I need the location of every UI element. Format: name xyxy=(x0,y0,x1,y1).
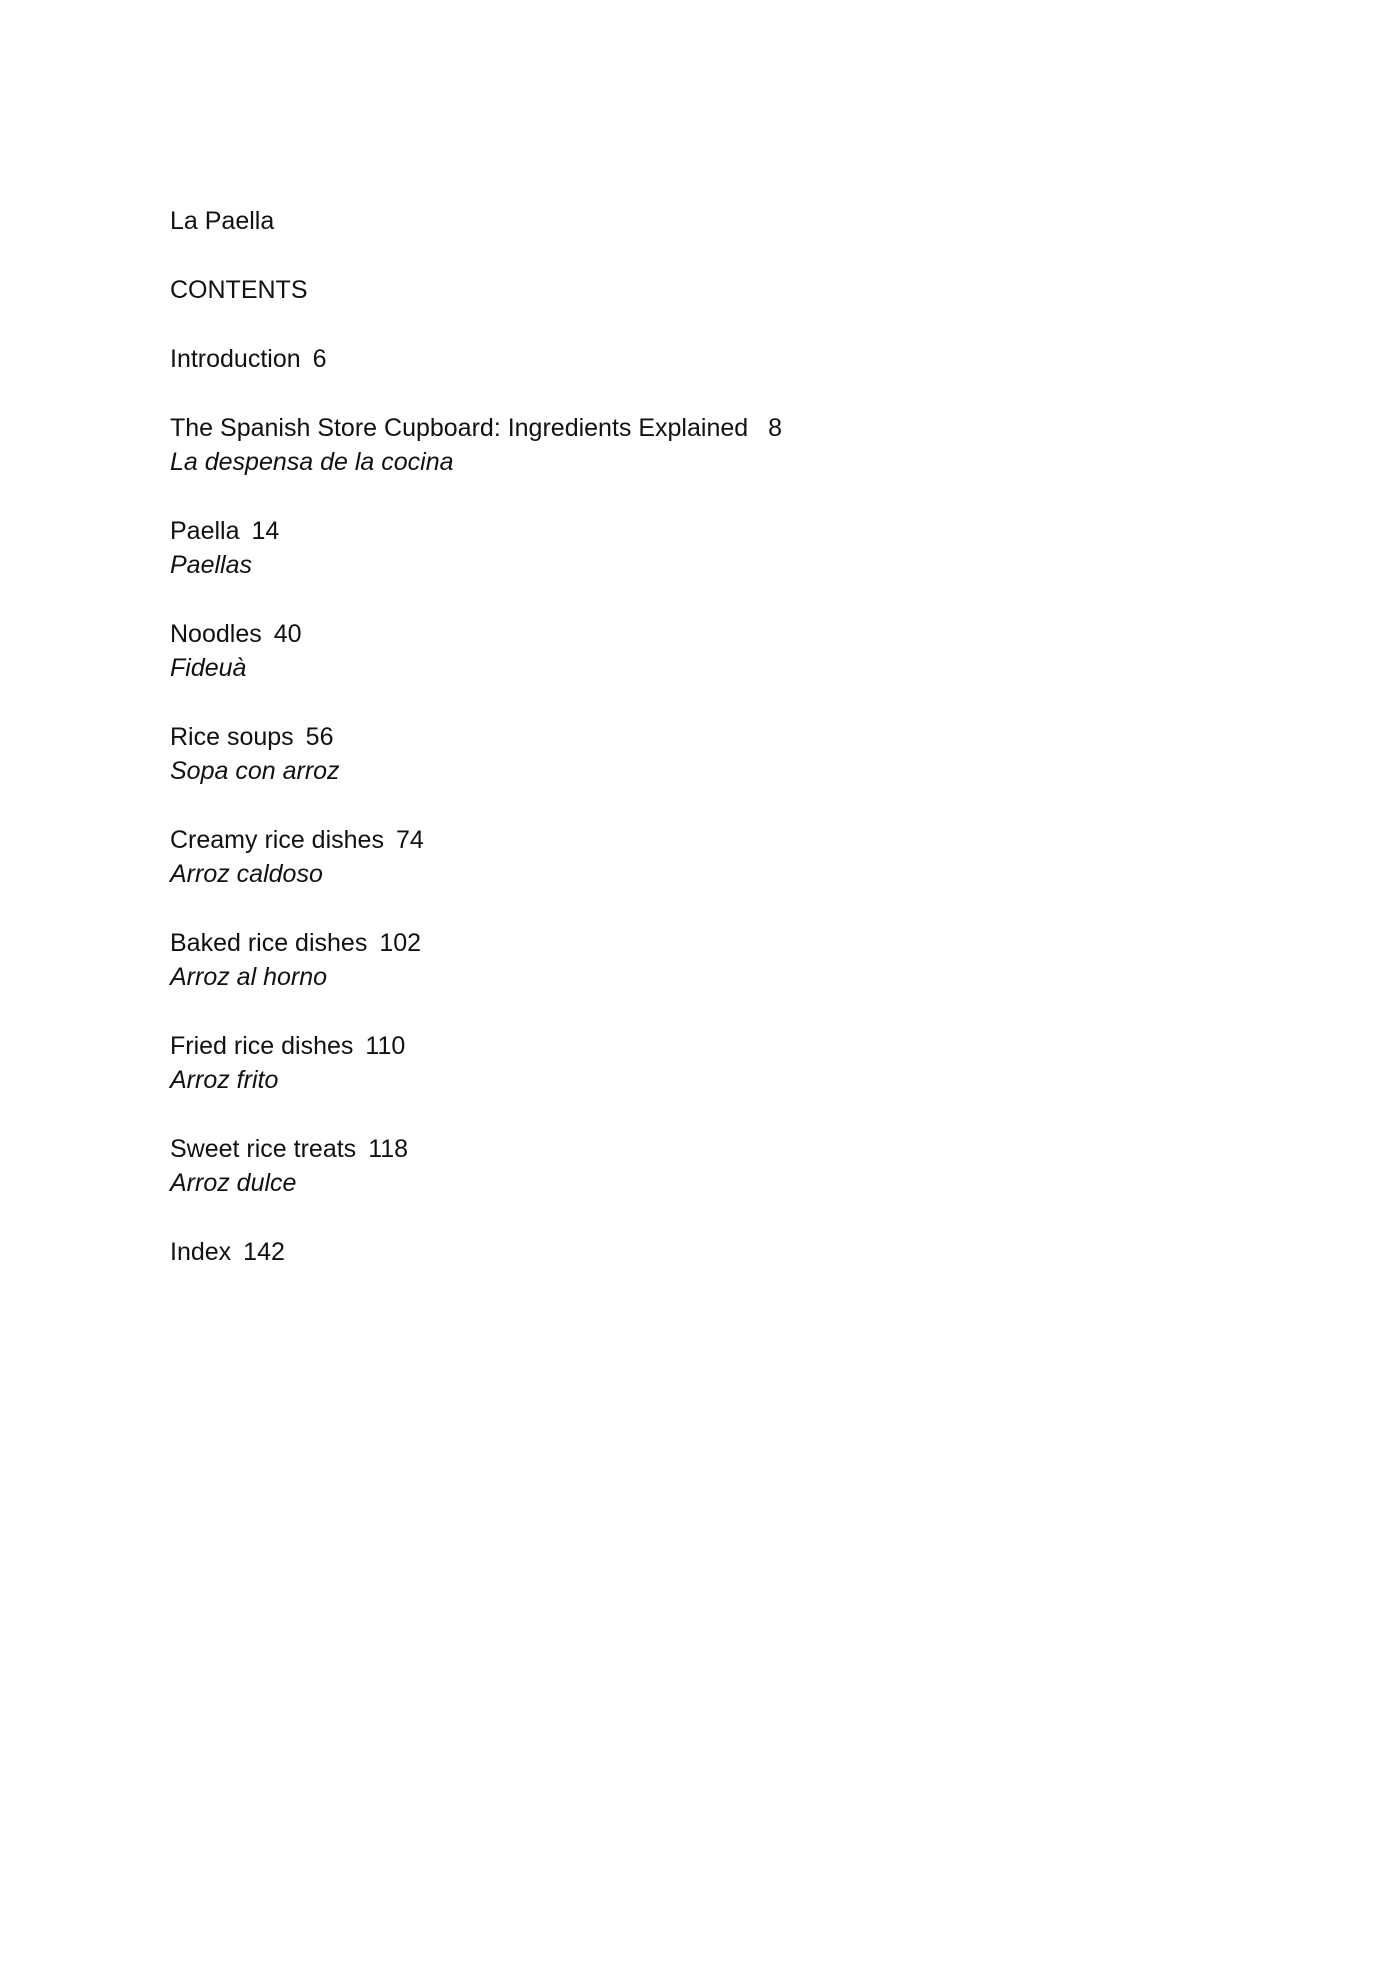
toc-subtitle: Fideuà xyxy=(170,654,247,682)
toc-entry-baked-rice xyxy=(170,926,1230,994)
toc-entry-paella xyxy=(170,514,1230,582)
toc-line xyxy=(170,926,1230,960)
toc-page-number: 14 xyxy=(251,517,280,545)
table-of-contents xyxy=(170,204,1230,1304)
toc-title: Paella xyxy=(170,517,240,545)
toc-subtitle: Paellas xyxy=(170,551,252,579)
toc-entry-rice-soups xyxy=(170,720,1230,788)
toc-line xyxy=(170,720,1230,754)
toc-title: Fried rice dishes xyxy=(170,1032,354,1060)
toc-title: Index xyxy=(170,1238,232,1266)
toc-entry-store-cupboard xyxy=(170,411,1230,479)
toc-entry-fried-rice xyxy=(170,1029,1230,1097)
toc-title: The Spanish Store Cupboard: Ingredients Explained xyxy=(170,414,749,442)
toc-entry-sweet-rice xyxy=(170,1132,1230,1200)
toc-page-number: 142 xyxy=(243,1238,285,1266)
book-title: La Paella xyxy=(170,207,275,235)
toc-line xyxy=(170,411,1230,445)
toc-line xyxy=(170,823,1230,857)
toc-entry-introduction xyxy=(170,342,1230,376)
toc-page-number: 40 xyxy=(273,620,302,648)
toc-page-number: 102 xyxy=(379,929,422,957)
toc-list xyxy=(170,342,1230,1269)
toc-page-number: 56 xyxy=(305,723,334,751)
toc-line xyxy=(170,342,1230,376)
toc-page-number: 110 xyxy=(365,1032,406,1060)
toc-subtitle: Arroz al horno xyxy=(170,963,328,991)
toc-subtitle: Arroz caldoso xyxy=(170,860,323,888)
toc-page-number: 8 xyxy=(768,414,783,442)
toc-entry-creamy-rice xyxy=(170,823,1230,891)
toc-title: Baked rice dishes xyxy=(170,929,368,957)
contents-heading: CONTENTS xyxy=(170,276,308,304)
toc-line xyxy=(170,1132,1230,1166)
toc-subtitle: Arroz dulce xyxy=(170,1169,297,1197)
toc-entry-index xyxy=(170,1235,1230,1269)
toc-title: Sweet rice treats xyxy=(170,1135,357,1163)
toc-page-number: 118 xyxy=(368,1135,409,1163)
toc-subtitle: La despensa de la cocina xyxy=(170,448,454,476)
toc-page-number: 74 xyxy=(395,826,424,854)
toc-title: Introduction xyxy=(170,345,301,373)
toc-line xyxy=(170,617,1230,651)
toc-page-number: 6 xyxy=(312,345,327,373)
toc-title: Noodles xyxy=(170,620,262,648)
toc-subtitle: Sopa con arroz xyxy=(170,757,340,785)
toc-entry-noodles xyxy=(170,617,1230,685)
toc-line xyxy=(170,1029,1230,1063)
toc-subtitle: Arroz frito xyxy=(170,1066,279,1094)
toc-title: Creamy rice dishes xyxy=(170,826,384,854)
toc-line xyxy=(170,1235,1230,1269)
toc-title: Rice soups xyxy=(170,723,294,751)
toc-line xyxy=(170,514,1230,548)
